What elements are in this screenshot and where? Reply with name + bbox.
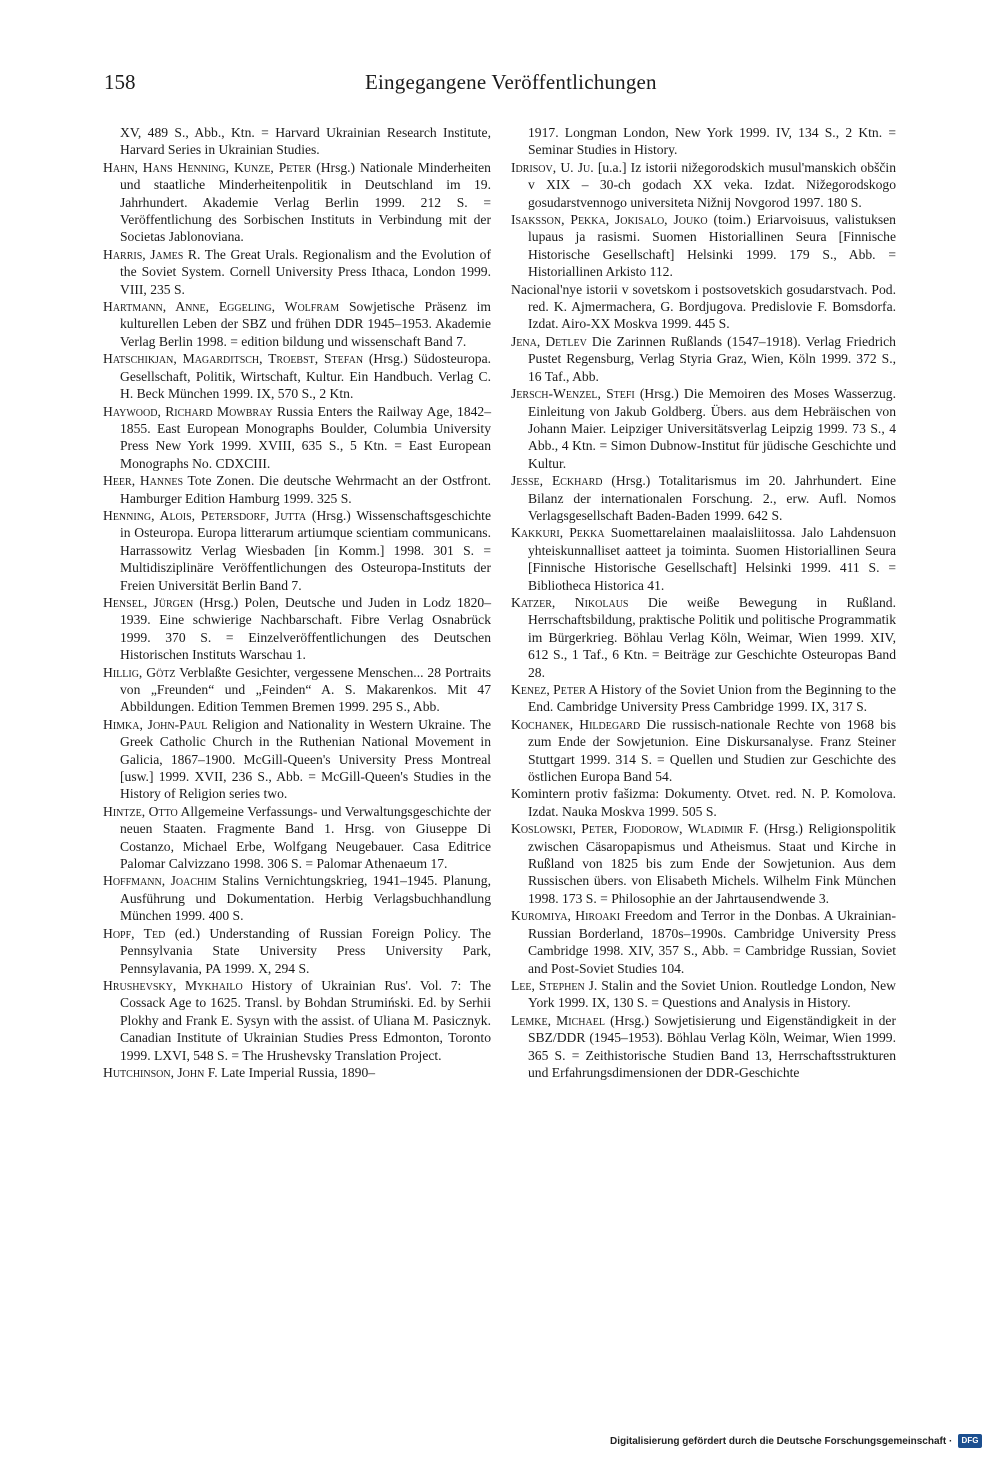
bibliography-entry (511, 281, 896, 333)
bibliography-entry (103, 472, 491, 507)
bibliography-entry (103, 664, 491, 716)
entry-author: Isaksson, Pekka, Jokisalo, Jouko (511, 212, 708, 228)
entry-text: (ed.) Understanding of Russian Foreign Policy. The Pennsylvania State University Press University Park, Pennsylavania, PA 1999. X, 294 S. (120, 925, 491, 976)
entry-text: Suomettarelainen maalaisliitossa. Jalo Lahdensuon yhteiskunnalliset aatteet ja toiminta. Suomen Historiallinen Seura [Finnische Historische Gesellschaft] Helsinki 1999. 411 S. = Bibliotheca Historica 41. (528, 525, 897, 593)
entry-text: Religion and Nationality in Western Ukraine. The Greek Catholic Church in the Ruthenian National Movement in Galicia, 1867–1900. McGill-Queen's University Press Montreal [usw.] 1999. XVII, 236 S., Abb. = McGill-Queen's Studies in the History of Religion series two. (120, 716, 491, 802)
footer (600, 1434, 990, 1450)
entry-text: Allgemeine Verfassungs- und Verwaltungsgeschichte der neuen Staaten. Fragmente Band 1. Hrsg. von Giuseppe Di Costanzo, Michael Erbe, Wolfgang Neugebauer. Casa Editrice Palomar Calvizzano 1998. 306 S. = Palomar Athenaeum 17. (120, 803, 491, 872)
bibliography-entry (511, 333, 896, 385)
entry-text: Die weiße Bewegung in Rußland. Herrschaftsbildung, praktische Politik und politische Programmatik im Bürgerkrieg. Böhlau Verlag Köln, Weimar, Wien 1999. XIV, 612 S., 1 Taf., 6 Ktn. = Beiträge zur Geschichte Osteuropas Band 28. (528, 594, 896, 680)
entry-author: Hensel, Jürgen (103, 594, 194, 610)
entry-text: Tote Zonen. Die deutsche Wehrmacht an der Ostfront. Hamburger Edition Hamburg 1999. 325 S. (120, 473, 492, 506)
entry-author: Lee, Stephen J. (511, 977, 598, 993)
entry-text: [u.a.] Iz istorii nižegorodskich musul'manskich obščin v XIX – 30-ch godach XX veka. Izdat. Nižegorodskogo gosudarstvennogo universiteta Nižnij Novgorod 1997. 180 S. (528, 159, 897, 210)
entry-author: Kenez, Peter (511, 682, 586, 697)
page-number: 158 (104, 70, 136, 94)
bibliography-entry (511, 820, 896, 907)
entry-text: Russia Enters the Railway Age, 1842–1855. East European Monographs Boulder, Columbia University Press New York 1999. XVIII, 635 S., 5 Ktn. = East European Monographs No. CDXCIII. (120, 403, 492, 471)
entry-text: Verblaßte Gesichter, vergessene Menschen... 28 Portraits von „Freunden“ und „Feinden“ A. S. Makarenkos. Mit 47 Abbildungen. Edition Temmen Bremen 1999. 295 S., Abb. (120, 664, 492, 715)
entry-author: Hutchinson, John F. (103, 1064, 218, 1080)
entry-author: Jersch-Wenzel, Stefi (511, 386, 635, 402)
entry-text: Late Imperial Russia, 1890– (221, 1064, 376, 1080)
bibliography-entry (103, 977, 491, 1064)
entry-author: Hintze, Otto (103, 803, 178, 819)
entry-text: Freedom and Terror in the Donbas. A Ukrainian-Russian Borderland, 1870s–1990s. Cambridge University Press Cambridge 1998. XIV, 357 S., Abb. = Cambridge Russian, Soviet and Post-Soviet Studies 104. (528, 908, 896, 976)
bibliography-entry (511, 472, 896, 524)
entry-author: Katzer, Nikolaus (511, 594, 629, 610)
entry-author: Henning, Alois, Petersdorf, Jutta (103, 507, 307, 523)
entry-author: Hahn, Hans Henning, Kunze, Peter (103, 159, 312, 175)
dfg-logo-icon: DFG (958, 1434, 982, 1448)
bibliography-entry (103, 1064, 491, 1081)
entry-text: History of Ukrainian Rus'. Vol. 7: The Cossack Age to 1625. Transl. by Bohdan Strumiński. Ed. by Serhii Plokhy and Frank E. Sysyn with the assist. of Uliana M. Pasicznyk. Canadian Institute of Ukrainian Studies Press Edmonton, Toronto 1999. LXVI, 548 S. = The Hrushevsky Translation Project. (120, 977, 492, 1063)
bibliography-entry (103, 298, 491, 350)
entry-author: Koslowski, Peter, Fjodorow, Wladimir F. (511, 821, 759, 837)
bibliography-entry (103, 507, 491, 594)
entry-text: (Hrsg.) Polen, Deutsche und Juden in Lodz 1820–1939. Eine schwierige Nachbarschaft. Fibre Verlag Osnabrück 1999. 370 S. = Einzelveröffentlichungen des Deutschen Historischen Instituts Warschau 1. (120, 594, 491, 663)
running-title: Eingegangene Veröffentlichungen (365, 70, 657, 94)
bibliography-entry (103, 872, 491, 924)
right-column (511, 124, 896, 1081)
entry-author: Hillig, Götz (103, 664, 176, 680)
entry-author: Hoffmann, Joachim (103, 873, 217, 889)
bibliography-entry (103, 716, 491, 803)
bibliography-entry (511, 594, 896, 681)
entry-author: Hopf, Ted (103, 925, 166, 941)
bibliography-entry (511, 716, 896, 786)
entry-text: Stalin and the Soviet Union. Routledge London, New York 1999. IX, 130 S. = Questions and Analysis in History. (528, 977, 896, 1011)
entry-author: Hartmann, Anne, Eggeling, Wolfram (103, 299, 340, 315)
bibliography-entry (511, 977, 896, 1012)
bibliography-entry (511, 907, 896, 977)
entry-author: Haywood, Richard Mowbray (103, 403, 273, 419)
footer-credit: Digitalisierung gefördert durch die Deutsche Forschungsgemeinschaft · (610, 1436, 953, 1447)
bibliography-entry (511, 785, 896, 820)
entry-author: Jesse, Eckhard (511, 473, 603, 489)
entry-author: Idrisov, U. Ju. (511, 159, 594, 175)
bibliography-entry (511, 211, 896, 281)
entry-text: Die Zarinnen Rußlands (1547–1918). Verlag Friedrich Pustet Regensburg, Verlag Styria Graz, Wien, Köln 1999. 372 S., 16 Taf., Abb. (528, 333, 896, 384)
entry-text: (Hrsg.) Südosteuropa. Gesellschaft, Politik, Wirtschaft, Kultur. Ein Handbuch. Verlag C. H. Beck München 1999. IX, 570 S., 2 Ktn. (120, 351, 492, 402)
entry-text: (Hrsg.) Religionspolitik zwischen Cäsaropapismus und Atheismus. Staat und Kirche in Rußland von 1825 bis zum Ende der Sowjetunion. Aus dem Russischen übers. von Elisabeth Michels. Wilhelm Fink München 1998. 173 S. = Philosophie an der Jahrtausendwende 3. (528, 821, 896, 906)
bibliography-entry (103, 350, 491, 402)
entry-text: Sowjetische Präsenz im kulturellen Leben der SBZ und frühen DDR 1945–1953. Akademie Verlag Berlin 1998. = edition bildung und wissenschaft Band 7. (120, 299, 491, 349)
entry-text: Nacional'nye istorii v sovetskom i postsovetskich gosudarstvach. Pod. red. K. Ajmermachera, G. Bordjugova. Predislovie F. Bomsdorfa. Izdat. Airo-XX Moskva 1999. 445 S. (511, 281, 896, 332)
bibliography-entry (103, 246, 491, 298)
entry-text: (Hrsg.) Totalitarismus im 20. Jahrhundert. Eine Bilanz der internationalen Forschung. 2., erw. Aufl. Nomos Verlagsgesellschaft Baden-Baden 1999. 642 S. (528, 473, 896, 523)
entry-text: (Hrsg.) Nationale Minderheiten und staatliche Minderheitenpolitik in Deutschland im 19. Jahrhundert. Akademie Verlag Berlin 1999. 212 S. = Veröffentlichung des Sorbischen Instituts in Verbindung mit der Societas Jablonoviana. (120, 159, 491, 245)
bibliography-entry (511, 681, 896, 716)
entry-author: Harris, James R. (103, 246, 201, 262)
entry-text: (Hrsg.) Sowjetisierung und Eigenständigkeit in der SBZ/DDR (1945–1953). Böhlau Verlag Köln, Weimar, Wien 1999. 365 S. = Zeithistorische Studien Band 13, Herrschaftsstrukturen und Erfahrungsdimensionen der DDR-Geschichte (528, 1012, 896, 1080)
bibliography-entry (511, 1012, 896, 1082)
entry-author: Kochanek, Hildegard (511, 716, 641, 732)
left-column (103, 124, 491, 1081)
entry-author: Himka, John-Paul (103, 716, 208, 732)
entry-text: Stalins Vernichtungskrieg, 1941–1945. Planung, Ausführung und Dokumentation. Herbig Verlagsbuchhandlung München 1999. 400 S. (120, 873, 491, 924)
entry-author: Heer, Hannes (103, 473, 184, 489)
entry-text: Komintern protiv fašizma: Dokumenty. Otvet. red. N. P. Komolova. Izdat. Nauka Moskva 1999. 505 S. (511, 786, 896, 819)
entry-text: (Hrsg.) Wissenschaftsgeschichte in Osteuropa. Europa litterarum artiumque scientiam communicans. Harrassowitz Verlag Wiesbaden [in Komm.] 1998. 301 S. = Multidisziplinäre Veröffentlichungen des Osteuropa-Instituts der Freien Universität Berlin Band 7. (120, 507, 491, 593)
entry-text: The Great Urals. Regionalism and the Evolution of the Soviet System. Cornell University Press Ithaca, London 1999. VIII, 235 S. (120, 246, 491, 297)
bibliography-entry (511, 159, 896, 211)
entry-text: 1917. Longman London, New York 1999. IV, 134 S., 2 Ktn. = Seminar Studies in History. (528, 125, 896, 158)
bibliography-entry (103, 594, 491, 664)
entry-text: A History of the Soviet Union from the Beginning to the End. Cambridge University Press Cambridge 1999. IX, 317 S. (528, 682, 896, 715)
entry-text: XV, 489 S., Abb., Ktn. = Harvard Ukrainian Research Institute, Harvard Series in Ukrainian Studies. (120, 125, 491, 158)
bibliography-entry (511, 524, 896, 594)
bibliography-entry (103, 159, 491, 246)
bibliography-entry (103, 403, 491, 473)
entry-author: Lemke, Michael (511, 1012, 605, 1028)
bibliography-entry (511, 385, 896, 472)
entry-text: (toim.) Eriarvoisuus, valistuksen lupaus ja rasismi. Suomen Historiallinen Seura [Finnische Historische Gesellschaft] Helsinki 1999. 179 S., Abb. = Historiallinen Arkisto 112. (528, 212, 896, 280)
entry-author: Jena, Detlev (511, 333, 587, 349)
page-header (0, 70, 1000, 100)
entry-text: Die russisch-nationale Rechte von 1968 bis zum Ende der Sowjetunion. Eine Diskursanalyse. Franz Steiner Stuttgart 1999. 314 S. = Quellen und Studien zur Geschichte des östlichen Europa Band 54. (528, 716, 897, 785)
bibliography-entry (511, 124, 896, 159)
bibliography-entry (103, 803, 491, 873)
bibliography-entry (103, 925, 491, 977)
entry-author: Hrushevsky, Mykhailo (103, 977, 243, 993)
entry-author: Kakkuri, Pekka (511, 525, 605, 541)
entry-author: Hatschikjan, Magarditsch, Troebst, Stefan (103, 351, 364, 367)
bibliography-entry (103, 124, 491, 159)
entry-author: Kuromiya, Hiroaki (511, 908, 621, 924)
entry-text: (Hrsg.) Die Memoiren des Moses Wasserzug. Einleitung von Jakub Goldberg. Übers. aus dem Hebräischen von Johann Maier. Leipziger Universitätsverlag Leipzig 1999. 73 S., 4 Abb., 4 Ktn. = Simon Dubnow-Institut für jüdische Geschichte und Kultur. (528, 386, 896, 471)
